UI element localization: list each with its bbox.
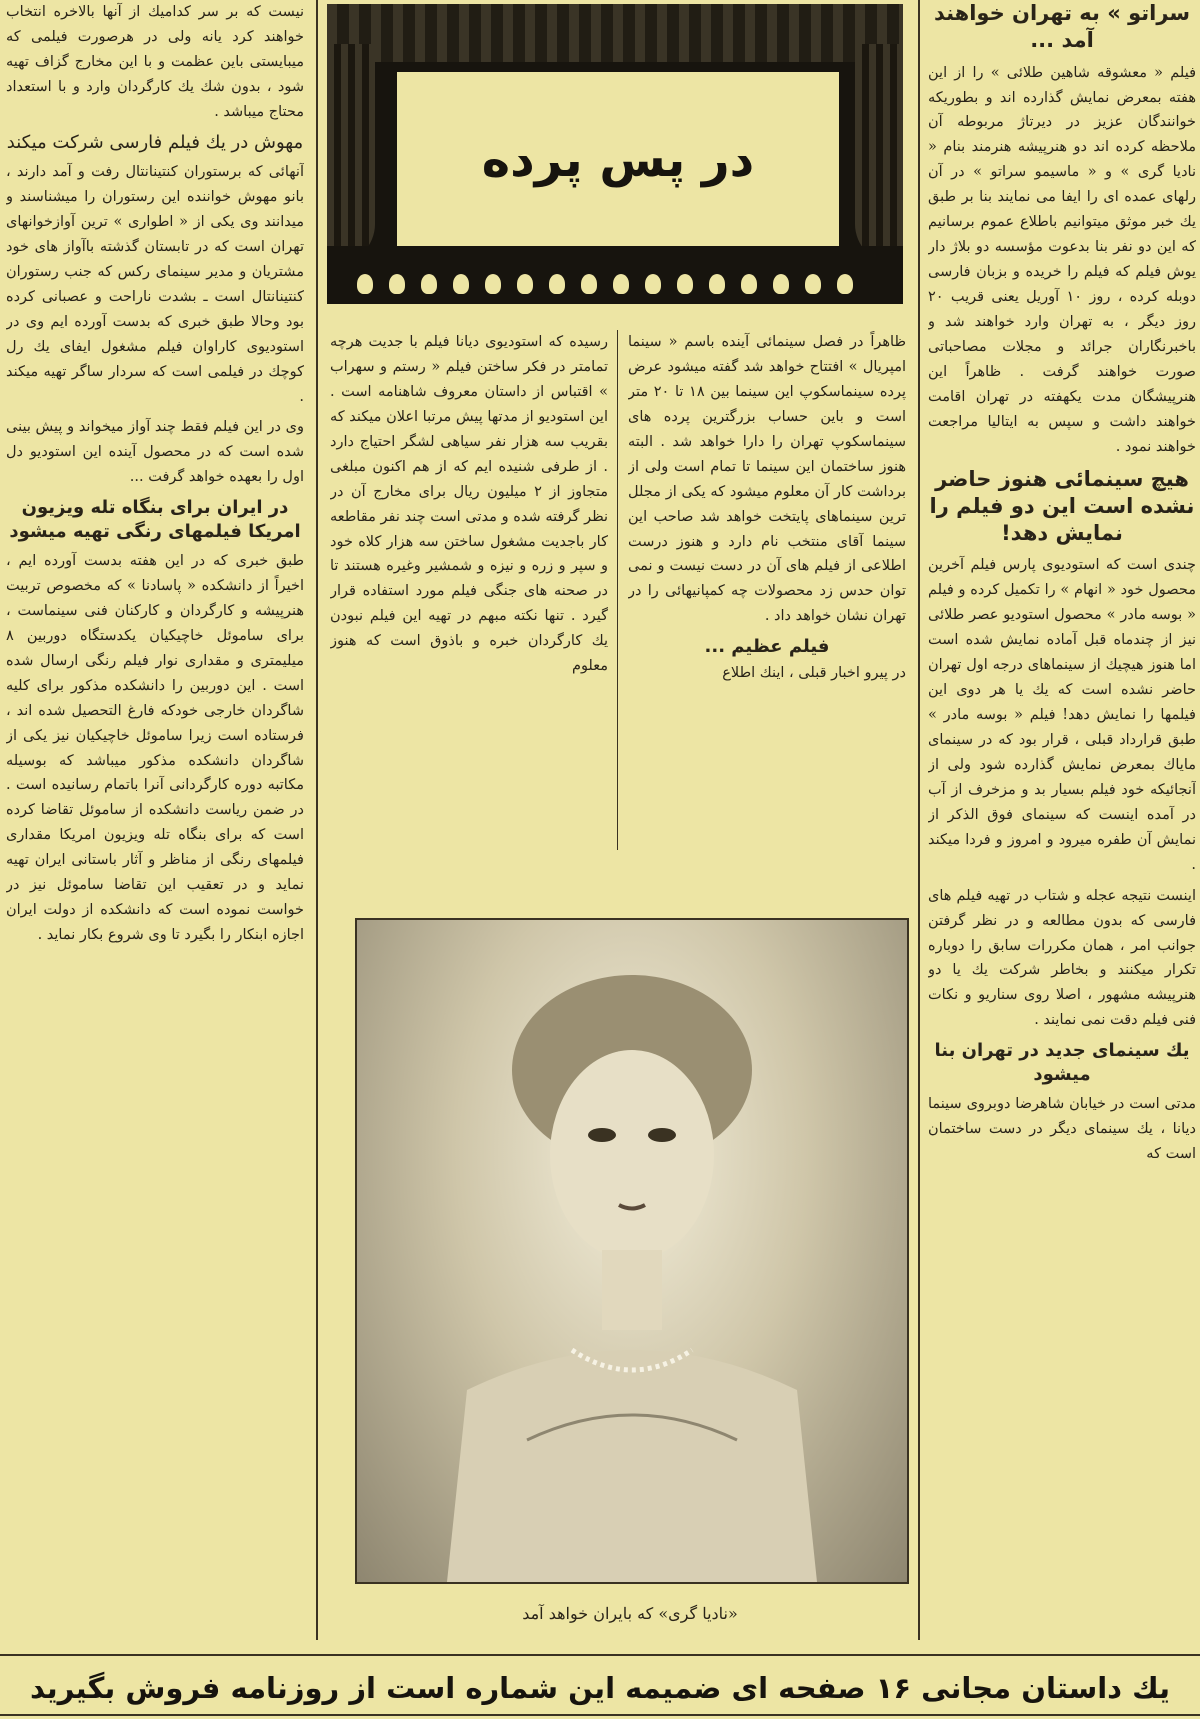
center-column-left xyxy=(330,330,608,850)
column-divider xyxy=(617,330,618,850)
column-divider xyxy=(918,0,920,1640)
portrait-illustration xyxy=(357,920,907,1582)
article-paragraph: اینست نتیجه عجله و شتاب در تهیه فیلم های فارسی که بدون مطالعه و در نظر گرفتن جوانب امر ، همان مکررات سابق را دوباره تکرار میکنند و بخاطر شرکت یك یا دو هنرپیشه مشهور ، اصلا روی سناریو و نکات فنی فیلم دقت نمی نمایند . xyxy=(928,887,1196,1029)
article-paragraph: نیست که بر سر کدامیك از آنها بالاخره انتخاب خواهند کرد یانه ولی در هرصورت فیلمی که میبایستی باین عظمت و با این مخارج گزاف تهیه شود ، بدون شك یك کارگردان وارد و با استعداد محتاج میباشد . xyxy=(6,4,304,120)
footer-rule-bottom xyxy=(0,1714,1200,1716)
actress-photo xyxy=(355,918,909,1584)
headline-no-cinema: هیچ سینمائی هنوز حاضر نشده است این دو فیلم را نمایش دهد! xyxy=(929,466,1195,546)
article-paragraph: در پیرو اخبار قبلی ، اینك اطلاع xyxy=(722,664,906,681)
article-paragraph: وی در این فیلم فقط چند آواز میخواند و پیش بینی شده است که در محصول آینده این استودیو دل اول را بعهده خواهد گرفت ... xyxy=(6,419,304,486)
section-title: در پس پرده xyxy=(481,132,755,188)
cinema-screen xyxy=(397,72,839,248)
article-paragraph: آنهائی که برستوران کنتینانتال رفت و آمد دارند ، بانو مهوش خواننده این رستوران را میشناسند و میدانند وی یکی از « اطواری » ترین آوازخوانهای تهران است که در تابستان گذشته باآواز های خود مشتریان و مدیر سینمای رکس که جنب رستوران کنتینانتال است ـ بشدت ناراحت و عصبانی کرده بود وحالا طبق خبری که بدست آورده ایم وی در استودیوی کاراوان فیلم مشغول ایفای یك رل کوچك در فیلمی است که سردار ساگر تهیه میکند . xyxy=(6,164,304,405)
center-column-right xyxy=(628,330,906,850)
curtain-left xyxy=(327,44,375,264)
headline-mahvash: مهوش در یك فیلم فارسی شرکت میکند xyxy=(6,131,304,153)
right-column xyxy=(928,0,1196,1640)
footer-banner: یك داستان مجانی ۱۶ صفحه ای ضمیمه این شماره است از روزنامه فروش بگیرید xyxy=(29,1671,1171,1705)
audience-silhouette xyxy=(327,246,903,304)
curtain-right xyxy=(855,44,903,264)
article-paragraph: مدتی است در خیابان شاهرضا دوبروی سینما دیانا ، یك سینمای دیگر در دست ساختمان است که xyxy=(928,1096,1196,1162)
headline-new-cinema: یك سینمای جدید در تهران بنا میشود xyxy=(934,1040,1190,1085)
article-paragraph: فیلم « معشوقه شاهین طلائی » را از این هفته بمعرض نمایش گذارده اند و بطوریکه خوانندگان عزیز در دیرتاژ مربوطه آن ملاحظه کرده اند دو هنرپیشه هنرمند بنام « نادیا گری » و « ماسیمو سراتو » در آن رلهای عمده ای را ایفا می نمایند بنا بر طبق یك خبر موثق میتوانیم باطلاع عموم برسانیم که این دو نفر بنا بدعوت مؤسسه دو بلاژ دار یوش فیلم که فیلم را خریده و بزبان فارسی دوبله کرده ، روز ۱۰ آوریل یعنی قریب ۲۰ روز دیگر ، به تهران وارد خواهند شد و باخبرنگاران جرائد و مجلات مصاحباتی صورت خواهند گرفت . ظاهراً این هنرپیشگان مدت یکهفته در تهران اقامت خواهند داشت و سپس به ایتالیا مراجعت خواهند نمود . xyxy=(928,64,1196,455)
article-paragraph: ظاهراً در فصل سینمائی آینده باسم « سینما امپریال » افتتاح خواهد شد گفته میشود عرض پرده سینماسکوپ این سینما بین ۱۸ تا ۲۰ متر است و باین حساب بزرگترین پرده های سینماسکوپ تهران را دارا خواهد شد . البته هنوز ساختمان این سینما تا تمام است ولی از برداشت کار آن معلوم میشود که یکی از مجلل ترین سینماهای پایتخت خواهد شد صاحب این سینما آقای منتخب نام دارد و هنوز درست اطلاعی از فیلم های آن در دست نیست و نمی توان حدس زد محصولات چه کمپانیهائی را در تهران نشان خواهد داد . xyxy=(628,334,906,625)
headline-tv-films: در ایران برای بنگاه تله ویزیون امریکا فیلمهای رنگی تهیه میشود xyxy=(9,497,301,542)
section-header-banner xyxy=(327,4,903,304)
headline-great-film: فیلم عظیم ... xyxy=(704,636,830,658)
curtain-top xyxy=(327,4,903,62)
left-column xyxy=(6,0,304,1640)
right-top-headline: سراتو » به تهران خواهند آمد ... xyxy=(933,1,1191,53)
article-paragraph: چندی است که استودیوی پارس فیلم آخرین محصول خود « انهام » را تکمیل کرده و فیلم « بوسه مادر » محصول استودیو عصر طلائی نیز از چندماه قبل آماده نمایش شده است اما هنوز هیچیك از سینماهای درجه اول تهران حاضر نشده است که یك یا هر دوی این فیلمها را نمایش دهد! فیلم « بوسه مادر » طبق قرارداد قبلی ، قرار بود که در سینمای ماياك بمعرض نمایش گذارده شود ولی از آنجائیکه خود فیلم بسیار بد و مزخرف از آب در آمده اینست که سینمای فوق الذکر از نمایش آن طفره میرود و امروز و فردا میکند . xyxy=(928,557,1196,873)
photo-caption: «نادیا گری» که بایران خواهد آمد xyxy=(522,1604,738,1623)
column-divider xyxy=(316,0,318,1640)
article-paragraph: رسیده که استودیوی دیانا فیلم با جدیت هرچه تمامتر در فکر ساختن فیلم « رستم و سهراب » اقتباس از داستان معروف شاهنامه است . این استودیو از مدتها پیش مرتبا اعلان میکند که بقریب سه هزار نفر سیاهی لشگر احتیاج دارد . از طرفی شنیده ایم که از هم اکنون مبلغی متجاوز از ۲ میلیون ریال برای مخارج آن در نظر گرفته شده و مدتی است چند نفر مقاطعه کار باجدیت مشغول ساختن سه هزار کلاه خود و سپر و زره و نیزه و شمشیر وغیره هستند تا در صحنه های جنگی فیلم مورد استفاده قرار گیرد . تنها نکته مبهم در تهیه این فیلم نبودن یك کارگردان خبره و باذوق است که هنوز معلوم xyxy=(330,334,608,675)
article-paragraph: طبق خبری که در این هفته بدست آورده ایم ، اخیراً از دانشکده « پاسادنا » که مخصوص تربیت هنرپیشه و کارگردان و کارکنان فنی سینماست ، برای ساموئل خاچیکیان یکدستگاه دوربین ۸ میلیمتری و مقداری نوار فیلم رنگی ارسال شده است . این دوربین را دانشکده مذکور برای کلیه شاگردان خارجی خودکه فارغ التحصیل شده اند ، فرستاده است زیرا ساموئل خاچیکیان نیز یکی از شاگردان دانشکده مذکور میباشد که بوسیله مکاتبه دوره کارگردانی آنرا باتمام رسانیده است . در ضمن ریاست دانشکده از ساموئل تقاضا کرده است که برای بنگاه تله ویزیون امریکا مقداری فیلمهای رنگی از مناظر و آثار باستانی ایران تهیه نماید و در تعقیب این تقاضا ساموئل نیز در خواست نموده است که دانشکده از دولت ایران اجازه ابنکار را بگیرد تا وی شروع بکار نماید . xyxy=(6,553,304,944)
footer-rule xyxy=(0,1654,1200,1656)
